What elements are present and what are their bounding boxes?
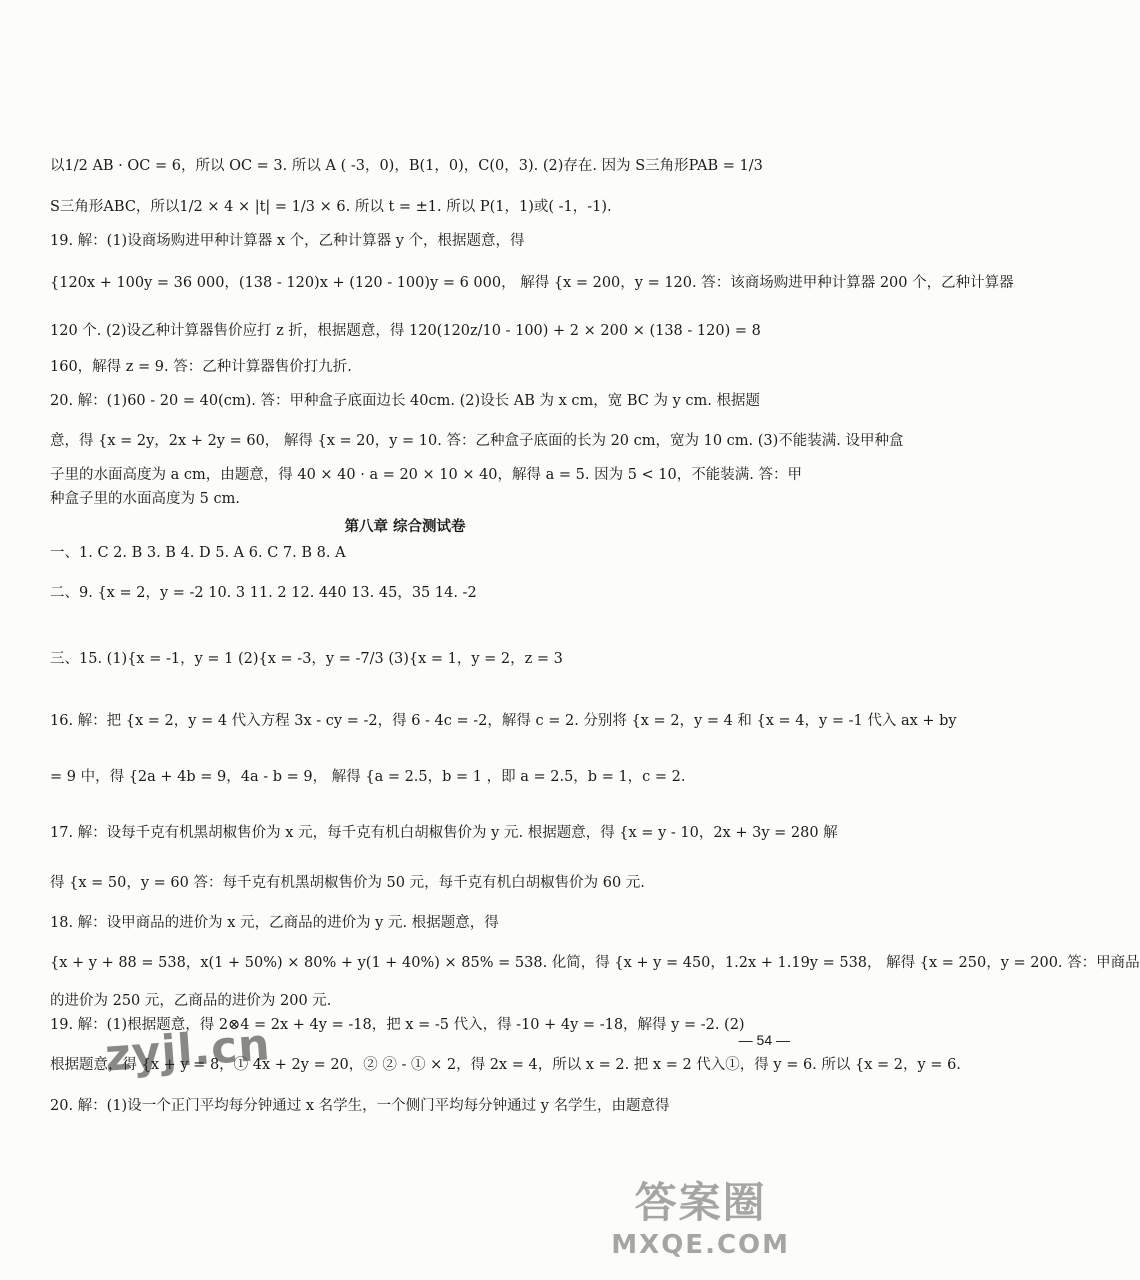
text-line: 19. 解：(1)设商场购进甲种计算器 x 个，乙种计算器 y 个，根据题意，得	[50, 233, 525, 249]
answer-line: 的进价为 250 元，乙商品的进价为 200 元.	[50, 993, 332, 1009]
answer-line: 17. 解：设每千克有机黑胡椒售价为 x 元，每千克有机白胡椒售价为 y 元. 根据题意，得 {x = y - 10，2x + 3y = 280 解	[50, 825, 838, 841]
watermark-logo: zyjl.cn	[103, 1019, 273, 1082]
answer-line: 20. 解：(1)设一个正门平均每分钟通过 x 名学生，一个侧门平均每分钟通过 y 名学生，由题意得	[50, 1098, 670, 1114]
section-title: 第八章 综合测试卷	[344, 519, 466, 535]
answer-line: 三、15. (1){x = -1，y = 1 (2){x = -3，y = -7/3 (3){x = 1，y = 2，z = 3	[50, 651, 563, 667]
answer-line: 二、9. {x = 2，y = -2 10. 3 11. 2 12. 440 13. 45，35 14. -2	[50, 585, 477, 601]
text-line: 以1/2 AB · OC = 6，所以 OC = 3. 所以 A ( -3，0)，B(1，0)，C(0，3). (2)存在. 因为 S三角形PAB = 1/3	[50, 158, 763, 174]
text-line: {120x + 100y = 36 000，(138 - 120)x + (120 - 100)y = 6 000， 解得 {x = 200，y = 120. 答：该商场购进甲种计算器 200 个，乙种计算器	[50, 275, 1014, 291]
answer-line: 19. 解：(1)根据题意，得 2⊗4 = 2x + 4y = -18，把 x = -5 代入，得 -10 + 4y = -18，解得 y = -2. (2)	[50, 1017, 745, 1033]
watermark-corner	[611, 1170, 790, 1260]
watermark-text: 答案圈	[634, 1178, 767, 1227]
text-line: 120 个. (2)设乙种计算器售价应打 z 折，根据题意，得 120(120z/10 - 100) + 2 × 200 × (138 - 120) = 8	[50, 323, 761, 339]
text-line: 种盒子里的水面高度为 5 cm.	[50, 491, 240, 507]
text-line: 160，解得 z = 9. 答：乙种计算器售价打九折.	[50, 359, 352, 375]
answer-line: = 9 中，得 {2a + 4b = 9，4a - b = 9， 解得 {a = 2.5，b = 1 ，即 a = 2.5，b = 1，c = 2.	[50, 769, 686, 785]
answer-line: 得 {x = 50，y = 60 答：每千克有机黑胡椒售价为 50 元，每千克有机白胡椒售价为 60 元.	[50, 875, 645, 891]
text-line: 20. 解：(1)60 - 20 = 40(cm). 答：甲种盒子底面边长 40cm. (2)设长 AB 为 x cm，宽 BC 为 y cm. 根据题	[50, 393, 760, 409]
answer-line: 16. 解：把 {x = 2，y = 4 代入方程 3x - cy = -2，得 6 - 4c = -2，解得 c = 2. 分别将 {x = 2，y = 4 和 {x = 4，y = -1 代入 ax + by	[50, 713, 957, 729]
answer-line: {x + y + 88 = 538，x(1 + 50%) × 80% + y(1 + 40%) × 85% = 538. 化简，得 {x + y = 450，1.2x + 1.19y = 538， 解得 {x = 250，y = 200. 答：甲商品	[50, 955, 1140, 971]
text-line: 意，得 {x = 2y，2x + 2y = 60， 解得 {x = 20，y = 10. 答：乙种盒子底面的长为 20 cm，宽为 10 cm. (3)不能装满. 设甲种盒	[50, 433, 904, 449]
watermark-url: MXQE.COM	[611, 1230, 790, 1260]
text-line: S三角形ABC，所以1/2 × 4 × |t| = 1/3 × 6. 所以 t = ±1. 所以 P(1，1)或( -1，-1).	[50, 199, 612, 215]
answer-line: 一、1. C 2. B 3. B 4. D 5. A 6. C 7. B 8. A	[50, 545, 346, 561]
answer-line: 18. 解：设甲商品的进价为 x 元，乙商品的进价为 y 元. 根据题意，得	[50, 915, 499, 931]
page-number: — 54 —	[738, 1032, 790, 1048]
answer-line: 根据题意，得 {x + y = 8，① 4x + 2y = 20，② ② - ① × 2，得 2x = 4，所以 x = 2. 把 x = 2 代入①，得 y = 6. 所以 {x = 2，y = 6.	[50, 1057, 961, 1073]
text-line: 子里的水面高度为 a cm，由题意，得 40 × 40 · a = 20 × 10 × 40，解得 a = 5. 因为 5 < 10，不能装满. 答：甲	[50, 467, 802, 483]
